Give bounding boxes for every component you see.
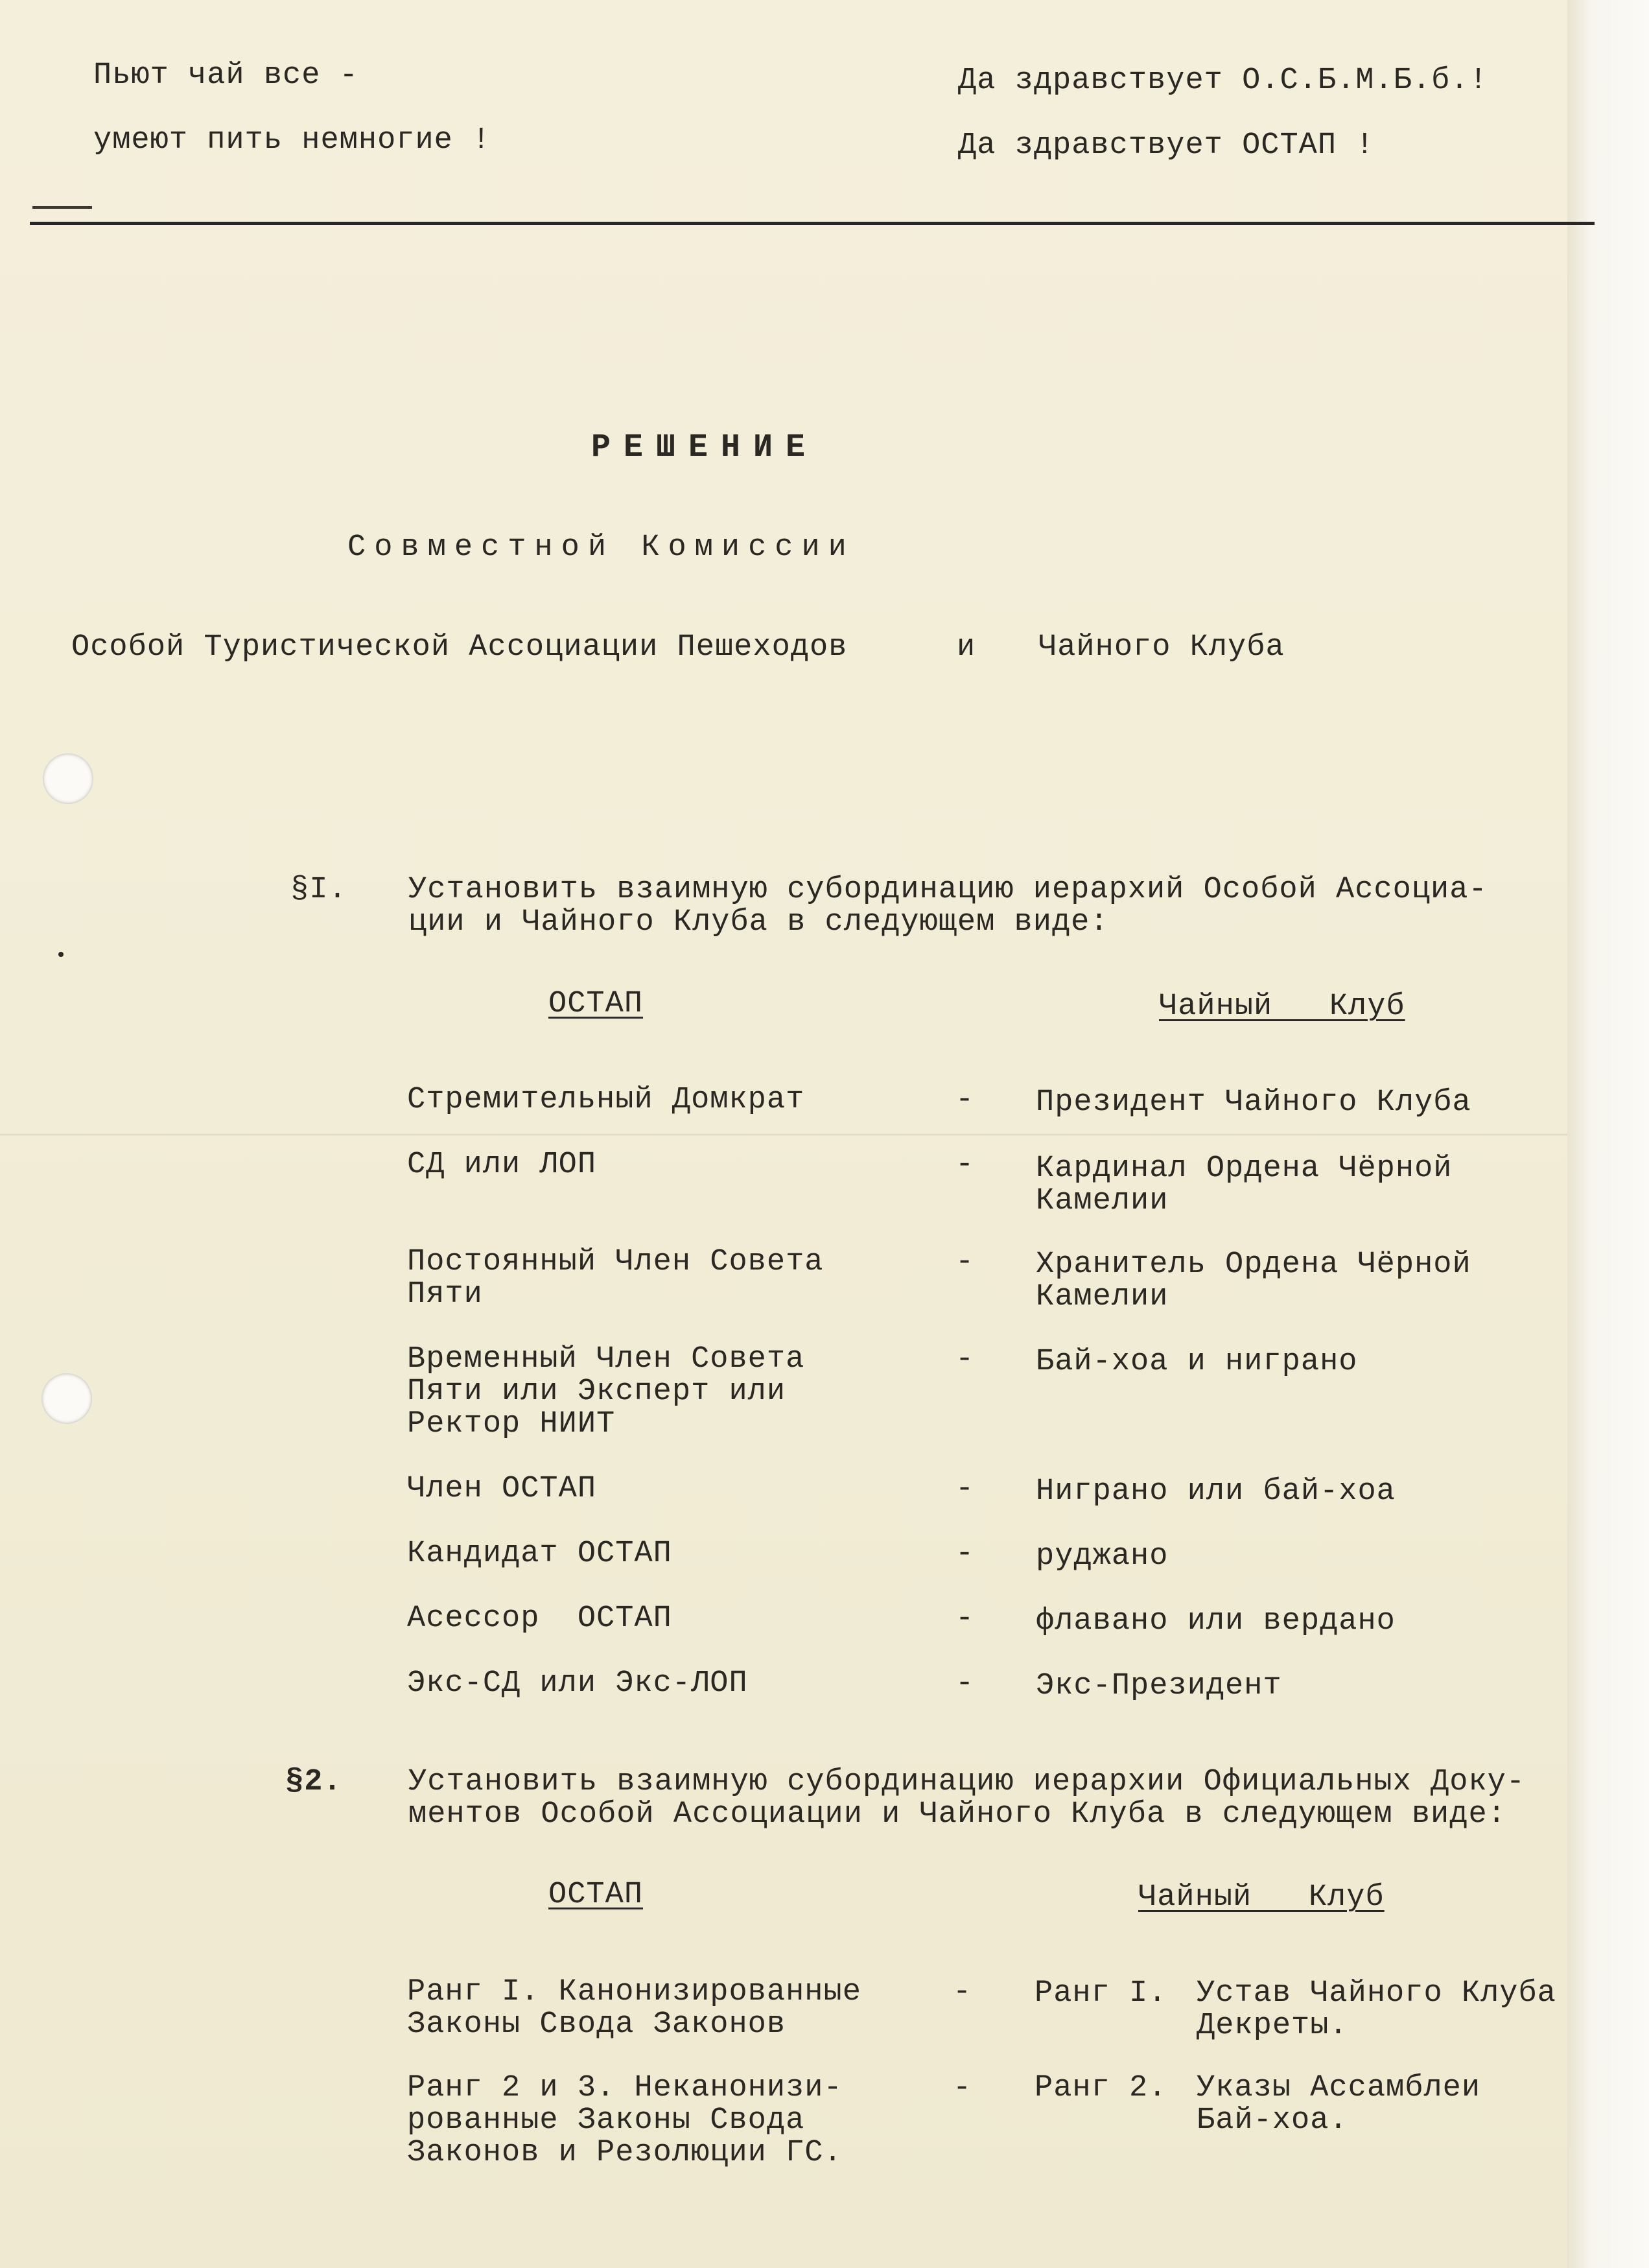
s1-row1-left: Стремительный Домкрат	[407, 1083, 805, 1117]
s1-row1-right: Президент Чайного Клуба	[1036, 1085, 1471, 1120]
s2-row1-left: Ранг I. Канонизированные Законы Свода Законов	[407, 1975, 861, 2042]
section2-text-line2: ментов Особой Ассоциации и Чайного Клуба в следующем виде:	[408, 1797, 1506, 1832]
s2-row1-rank: Ранг I.	[1035, 1976, 1167, 2011]
section1-text-line1: Установить взаимную субординацию иерархий Особой Ассоциа-	[408, 873, 1488, 907]
s1-row6-dash: -	[955, 1537, 974, 1571]
s1-row7-left: Асессор ОСТАП	[407, 1601, 672, 1636]
s1-row7-right: флавано или вердано	[1036, 1604, 1396, 1638]
section2-col-right-header: Чайный Клуб	[1138, 1880, 1385, 1915]
s1-row3-dash: -	[955, 1245, 974, 1279]
header-dash	[32, 206, 92, 209]
s1-row6-right: руджано	[1036, 1539, 1169, 1574]
s1-row8-left: Экс-СД или Экс-ЛОП	[407, 1666, 748, 1701]
punch-hole-bottom	[41, 1373, 92, 1424]
s1-row3-right: Хранитель Ордена Чёрной Камелии	[1036, 1247, 1471, 1314]
section1-col-left-header: ОСТАП	[548, 987, 644, 1021]
s2-row2-rank: Ранг 2.	[1035, 2071, 1167, 2105]
s2-row1-right: Устав Чайного Клуба Декреты.	[1197, 1976, 1556, 2043]
section1-col-right-header: Чайный Клуб	[1159, 989, 1405, 1024]
parties-and: и	[957, 630, 976, 665]
parties-right: Чайного Клуба	[1038, 630, 1285, 665]
s2-row2-left: Ранг 2 и 3. Неканонизи- рованные Законы Свода Законов и Резолюции ГС.	[407, 2071, 843, 2170]
section2-col-left-header: ОСТАП	[548, 1878, 644, 1912]
s1-row4-left: Временный Член Совета Пяти или Эксперт или Ректор НИИТ	[407, 1342, 805, 1441]
s1-row5-dash: -	[955, 1472, 974, 1506]
s1-row5-left: Член ОСТАП	[407, 1472, 597, 1506]
s1-row5-right: Ниграно или бай-хоа	[1036, 1474, 1396, 1509]
s1-row2-left: СД или ЛОП	[407, 1148, 597, 1182]
s2-row2-right: Указы Ассамблеи Бай-хоа.	[1197, 2071, 1481, 2138]
motto-right-line1: Да здравствует О.С.Б.М.Б.б.!	[958, 64, 1488, 98]
s1-row6-left: Кандидат ОСТАП	[407, 1537, 672, 1571]
s2-row2-dash: -	[953, 2071, 972, 2105]
motto-right-line2: Да здравствует ОСТАП !	[958, 128, 1375, 163]
document-subtitle: Совместной Комиссии	[347, 530, 855, 565]
document-title: РЕШЕНИЕ	[591, 429, 819, 466]
section1-text-line2: ции и Чайного Клуба в следующем виде:	[408, 905, 1109, 939]
s1-row2-dash: -	[955, 1148, 974, 1182]
header-rule	[30, 222, 1595, 225]
s1-row3-left: Постоянный Член Совета Пяти	[407, 1245, 824, 1312]
scan-margin	[1567, 0, 1649, 2268]
s1-row1-dash: -	[955, 1083, 974, 1117]
motto-left-line1: Пьют чай все -	[93, 58, 358, 93]
motto-left-line2: умеют пить немногие !	[93, 123, 491, 158]
s1-row8-dash: -	[955, 1666, 974, 1701]
s1-row2-right: Кардинал Ордена Чёрной Камелии	[1036, 1152, 1453, 1218]
s1-row7-dash: -	[955, 1601, 974, 1636]
section1-marker: §I.	[290, 873, 347, 907]
s1-row4-dash: -	[955, 1342, 974, 1376]
s1-row8-right: Экс-Президент	[1036, 1669, 1282, 1703]
s2-row1-dash: -	[953, 1975, 972, 2009]
parties-left: Особой Туристической Ассоциации Пешеходов	[71, 630, 848, 665]
section2-text-line1: Установить взаимную субординацию иерархии Официальных Доку-	[408, 1765, 1526, 1799]
ink-speck	[58, 952, 64, 957]
s1-row4-right: Бай-хоа и ниграно	[1036, 1345, 1358, 1379]
paper-fold	[0, 1133, 1567, 1136]
section2-marker: §2.	[285, 1765, 342, 1799]
punch-hole-top	[43, 753, 93, 804]
